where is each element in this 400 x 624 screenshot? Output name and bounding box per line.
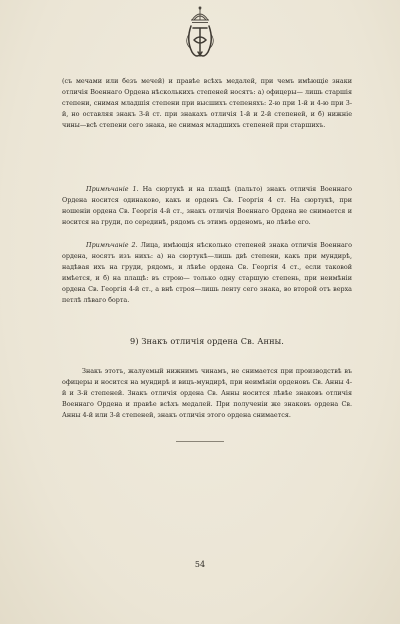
note-1-text: На сюртукѣ и на плащѣ (пальто) знакъ отличія Военнаго Ордена носится одинаково, какъ и орденъ Св. Георгія 4 ст. На сюртукѣ, при ношеніи ордена Св. Георгія 4-й ст., знакъ отличія Военнаго Ордена не снимается и носится на груди, по серединѣ, рядомъ съ этимъ орденомъ, но лѣвѣе его. (62, 185, 352, 227)
section-divider (176, 441, 224, 442)
note-2 (62, 240, 352, 307)
note-1-label: Примѣчаніе 1. (86, 185, 139, 193)
note-2-text: Лица, имѣющія нѣсколько степеней знака отличія Военнаго ордена, носятъ изъ нихъ: а) на сюртукѣ—лишь двѣ степени, какъ при мундирѣ, надѣвая ихъ на груди, рядомъ, и лѣвѣе ордена Св. Георгія 4 ст., если таковой имѣется, и б) на плащѣ: въ строю— только одну старшую степень, при неимѣніи ордена Св. Георгія 4-й ст., а внѣ строя—лишь ленту сего знака, во второй отъ верха петлѣ лѣваго борта. (62, 241, 352, 305)
imperial-monogram-icon (180, 6, 220, 64)
note-2-label: Примѣчаніе 2. (86, 241, 138, 249)
section-heading: 9) Знакъ отличія ордена Св. Анны. (130, 336, 284, 346)
paragraph-st-anna-insignia: Знакъ этотъ, жалуемый нижнимъ чинамъ, не снимается при производствѣ въ офицеры и носится на мундирѣ и вицъ-мундирѣ, при неимѣніи орденовъ Св. Анны 4-й и 3-й степеней. Знакъ отличія ордена Св. Анны носится лѣвѣе знаковъ отличія Военнаго Ордена и правѣе всѣхъ медалей. При полученіи же знаковъ ордена Св. Анны 4-й или 3-й степеней, знакъ отличія этого ордена снимается. (62, 367, 352, 420)
note-1 (62, 184, 352, 228)
page-number: 54 (194, 560, 206, 569)
paragraph-insignia-rules: (съ мечами или безъ мечей) и правѣе всѣхъ медалей, при чемъ имѣющіе знаки отличія Военнаго Ордена нѣсколькихъ степеней носятъ: а) офицеры— лишь старшія степени, снимая младшія степени при высшихъ степеняхъ: 2-ю при 1-й и 4-ю при 3-й, но оставляя знакъ 3-й ст. при знакахъ отличія 1-й и 2-й степеней, и б) нижніе чины—всѣ степени сего знака, не снимая младшихъ степеней при старшихъ. (62, 77, 352, 130)
